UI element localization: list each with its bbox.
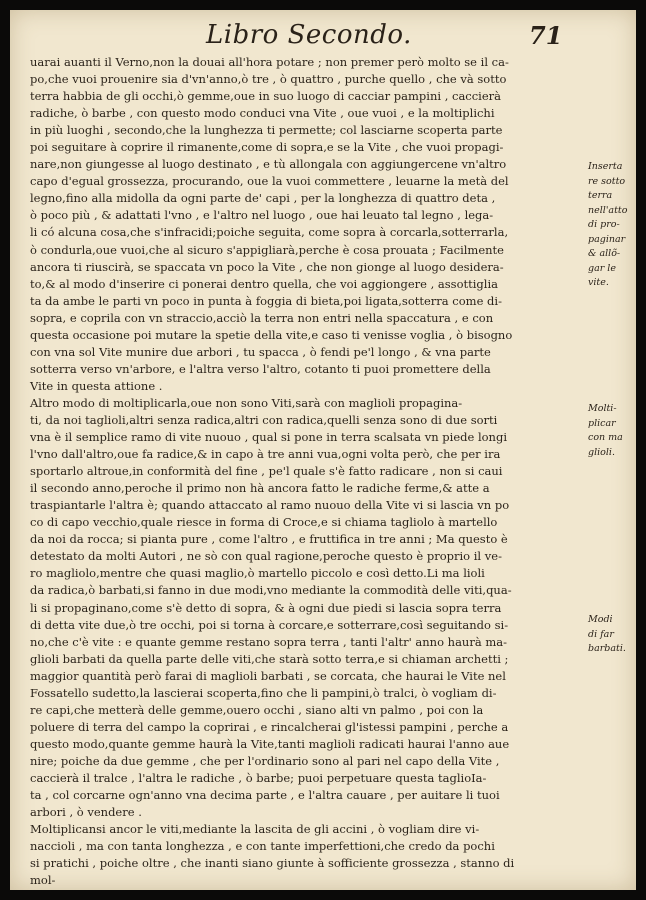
running-title: Libro Secondo. (206, 20, 412, 50)
margin-note-line: & allõ- (588, 248, 621, 259)
margin-note-line: Molti- (588, 403, 617, 414)
body-text (30, 54, 580, 889)
text-line: Vite in questa attione . (30, 378, 163, 393)
text-line: questa occasione poi mutare la spetie della vite,e caso ti venisse voglia , ò bisogno (30, 327, 513, 342)
margin-note-line: Inserta (588, 161, 623, 172)
margin-note-line: re sotto (588, 175, 626, 187)
text-line: questo modo,quante gemme haurà la Vite,tanti maglioli radicati haurai l'anno aue (30, 736, 510, 751)
text-line: mol- (30, 873, 56, 888)
text-line: nare,non giungesse al luogo destinato , e tù allongala con aggiungercene vn'altro (30, 157, 507, 172)
margin-note-line: glioli. (588, 446, 615, 458)
text-line: il secondo anno,peroche il primo non hà ancora fatto le radiche ferme,& atte a (30, 481, 490, 496)
text-line: da noi da rocca; si pianta pure , come l'altro , e fruttifica in tre anni ; Ma questo è (30, 532, 508, 547)
text-line: Fossatello sudetto,la lascierai scoperta,fino che li pampini,ò tralci, ò vogliam di- (30, 685, 497, 700)
text-line: re capi,che metterà delle gemme,ouero occhi , siano alti vn palmo , poi con la (30, 702, 484, 717)
text-line: si pratichi , poiche oltre , che inanti siano giunte à sofficiente grossezza , stanno di (30, 856, 515, 871)
text-line: ò poco più , & adattati l'vno , e l'altro nel luogo , oue hai leuato tal legno , lega- (30, 208, 494, 223)
text-line: sopra, e coprila con vn straccio,acciò la terra non entri nella spaccatura , e con (30, 310, 494, 325)
book-page (10, 10, 636, 890)
text-line: di detta vite due,ò tre occhi, poi si torna à corcare,e sotterrare,così seguitando si- (30, 617, 509, 632)
margin-note-moltiplicar (588, 402, 634, 460)
text-line: l'vno dall'altro,oue fa radice,& in capo à tre anni vua,ogni volta però, che per ira (30, 447, 501, 462)
text-line: caccierà il tralce , l'altra le radiche , ò barbe; puoi perpetuare questa taglioIa- (30, 770, 487, 785)
text-line: naccioli , ma con tanta longhezza , e con tante imperfettioni,che credo da pochi (30, 839, 495, 854)
text-line: detestato da molti Autori , ne sò con qual ragione,peroche questo è proprio il ve- (30, 549, 502, 564)
text-line: arbori , ò vendere . (30, 805, 142, 820)
margin-note-line: barbati. (588, 643, 626, 654)
margin-note-line: nell'atto (588, 204, 628, 216)
margin-note-barbati (588, 613, 634, 657)
text-line: glioli barbati da quella parte delle viti,che starà sotto terra,e si chiaman archetti ; (30, 651, 509, 666)
text-line: ta da ambe le parti vn poco in punta à foggia di bieta,poi ligata,sotterra come di- (30, 293, 502, 308)
text-line: no,che c'è vite : e quante gemme restano sopra terra , tanti l'altr' anno haurà ma- (30, 634, 507, 649)
text-line: radiche, ò barbe , con questo modo conduci vna Vite , oue vuoi , e la moltiplichi (30, 106, 495, 121)
text-line: nire; poiche da due gemme , che per l'ordinario sono al pari nel capo della Vite , (30, 753, 500, 768)
text-line: ta , col corcarne ogn'anno vna decima parte , e l'altra cauare , per auitare li tuoi (30, 788, 500, 803)
margin-note-line: paginar (588, 233, 626, 245)
text-line: Altro modo di moltiplicarla,oue non sono Viti,sarà con maglioli propagina- (30, 395, 463, 410)
margin-note-line: gar le (588, 262, 616, 274)
text-line: ancora ti riuscirà, se spaccata vn poco la Vite , che non gionge al luogo desidera- (30, 259, 504, 274)
margin-note-line: plicar (588, 417, 616, 429)
text-line: sportarlo altroue,in conformità del fine , pe'l quale s'è fatto radicare , non si caui (30, 464, 503, 479)
text-line: ti, da noi taglioli,altri senza radica,altri con radica,quelli senza sono di due sorti (30, 412, 498, 427)
text-line: traspiantarle l'altra è; quando attaccato al ramo nuouo della Vite vi si lascia vn po (30, 498, 510, 513)
text-line: capo d'egual grossezza, procurando, oue la vuoi commettere , leuarne la metà del (30, 174, 509, 189)
text-line: uarai auanti il Verno,non la douai all'hora potare ; non premer però molto se il ca- (30, 55, 509, 69)
margin-note-line: terra (588, 190, 613, 201)
text-line: po,che vuoi prouenire sia d'vn'anno,ò tre , ò quattro , purche quello , che và sotto (30, 72, 507, 87)
text-line: in più luoghi , secondo,che la lunghezza ti permette; col lasciarne scoperta parte (30, 123, 503, 138)
page-header (10, 10, 636, 50)
text-line: li có alcuna cosa,che s'infracidi;poiche seguita, come sopra à corcarla,sotterrarla, (30, 225, 509, 240)
text-line: Moltiplicansi ancor le viti,mediante la lascita de gli accini , ò vogliam dire vi- (30, 822, 480, 837)
margin-note-line: con ma (588, 432, 623, 443)
text-line: da radica,ò barbati,si fanno in due modi,vno mediante la commodità delle viti,qua- (30, 583, 512, 598)
text-line: li si propaginano,come s'è detto di sopra, & à ogni due piedi si lascia sopra terra (30, 600, 502, 615)
text-line: poluere di terra del campo la coprirai , e rincalcherai gl'istessi pampini , perche a (30, 719, 509, 734)
text-line: vna è il semplice ramo di vite nuouo , qual si pone in terra scalsata vn piede longi (30, 430, 508, 445)
text-line: legno,fino alla midolla da ogni parte de' capi , per la longhezza di quattro deta , (30, 191, 496, 206)
text-line: maggior quantità però farai di maglioli barbati , se corcata, che haurai le Vite nel (30, 668, 506, 683)
text-line: to,& al modo d'inserire ci ponerai dentro quella, che voi aggiongere , assottiglia (30, 276, 498, 291)
margin-note-innestare (588, 160, 634, 291)
page-number: 71 (529, 21, 563, 50)
text-line: co di capo vecchio,quale riesce in forma di Croce,e si chiama tagliolo à martello (30, 515, 498, 530)
margin-note-line: di far (588, 628, 614, 640)
margin-note-line: Modi (588, 614, 613, 625)
text-line: poi seguitare à coprire il rimanente,come di sopra,e se la Vite , che vuoi propagi- (30, 140, 504, 155)
text-line: sotterra verso vn'arbore, e l'altra verso l'altro, cotanto ti puoi promettere della (30, 361, 491, 376)
text-line: con vna sol Vite munire due arbori , tu spacca , ò fendi pe'l longo , & vna parte (30, 344, 491, 359)
text-line: terra habbia de gli occhi,ò gemme,oue in suo luogo di cacciar pampini , caccierà (30, 89, 502, 104)
text-line: ò condurla,oue vuoi,che al sicuro s'appigliarà,perche è cosa prouata ; Facilmente (30, 242, 504, 257)
text-line: ro magliolo,mentre che quasi maglio,ò martello piccolo e così detto.Li ma lioli (30, 566, 485, 581)
margin-note-line: di pro- (588, 219, 620, 230)
margin-note-line: vite. (588, 277, 609, 288)
